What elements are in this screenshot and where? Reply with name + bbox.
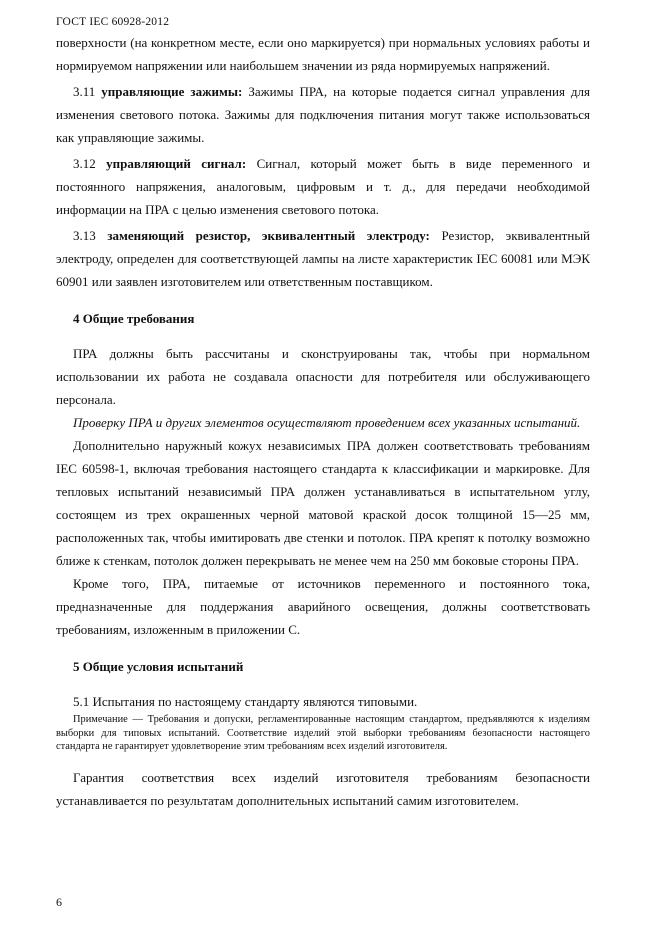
clause-number: 3.13 [73,228,96,243]
clause-3-11 [56,80,590,149]
paragraph-continuation: поверхности (на конкретном месте, если оно маркируется) при нормальных условиях работы и нормируемом напряжении или наибольшем значении из ряда нормируемых напряжений. [56,35,590,73]
clause-number: 3.11 [73,84,96,99]
definition: Зажимы ПРА, на которые подается сигнал управления для изменения светового потока. Зажимы для подключения питания могут также использоваться как управляющие зажимы. [56,84,591,145]
section-heading-5: 5 Общие условия испытаний [73,659,244,674]
term: управляющий сигнал: [106,156,247,171]
note: Примечание — Требования и допуски, регламентированные настоящим стандартом, предъявляются к изделиям выборки для типовых испытаний. Соответствие изделий этой выборки требованиям безопасности настоящего стандарта не гарантирует удовлетворение этим требованиям всех изделий изготовителя. [56,714,590,753]
definition: Резистор, эквивалентный электроду, определен для соответствующей лампы на листе характеристик IEC 60081 или МЭК 60901 или заявлен изготовителем или ответственным поставщиком. [56,228,591,289]
paragraph: Гарантия соответствия всех изделий изготовителя требованиям безопасности устанавливается по результатам дополнительных испытаний самим изготовителем. [56,769,590,808]
page-number: 6 [56,895,62,909]
paragraph: Кроме того, ПРА, питаемые от источников переменного и постоянного тока, предназначенные для поддержания аварийного освещения, должны соответствовать требованиям, изложенным в приложении С. [56,576,590,637]
paragraph: ПРА должны быть рассчитаны и сконструированы так, чтобы при нормальном использовании их работа не создавала опасности для потребителя или обслуживающего персонала. [56,346,590,407]
term: заменяющий резистор, эквивалентный электроду: [107,228,430,243]
term: управляющие зажимы: [101,84,243,99]
document-header: ГОСТ IEC 60928-2012 [56,16,170,28]
clause-3-13 [56,224,590,293]
paragraph: 5.1 Испытания по настоящему стандарту являются типовыми. [73,694,418,709]
definition: Сигнал, который может быть в виде переменного и постоянного напряжения, аналоговым, цифровым и т. д., для передачи необходимой информации на ПРА с целью изменения светового потока. [56,156,591,217]
paragraph-italic: Проверку ПРА и других элементов осуществляют проведением всех указанных испытаний. [73,415,581,430]
section-heading-4: 4 Общие требования [73,311,195,326]
clause-3-12 [56,152,590,221]
paragraph: Дополнительно наружный кожух независимых ПРА должен соответствовать требованиям IEC 60598-1, включая требования настоящего стандарта к классификации и маркировке. Для тепловых испытаний независимый ПРА должен устанавливаться в испытательном углу, состоящем из трех окрашенных черной матовой краской досок толщиной 15—25 мм, расположенных так, чтобы имитировать две стенки и потолок. ПРА крепят к потолку возможно ближе к стенкам, потолок должен перекрывать не менее чем на 250 мм боковые стороны ПРА. [56,438,590,568]
document-body [56,31,590,812]
clause-number: 3.12 [73,156,96,171]
